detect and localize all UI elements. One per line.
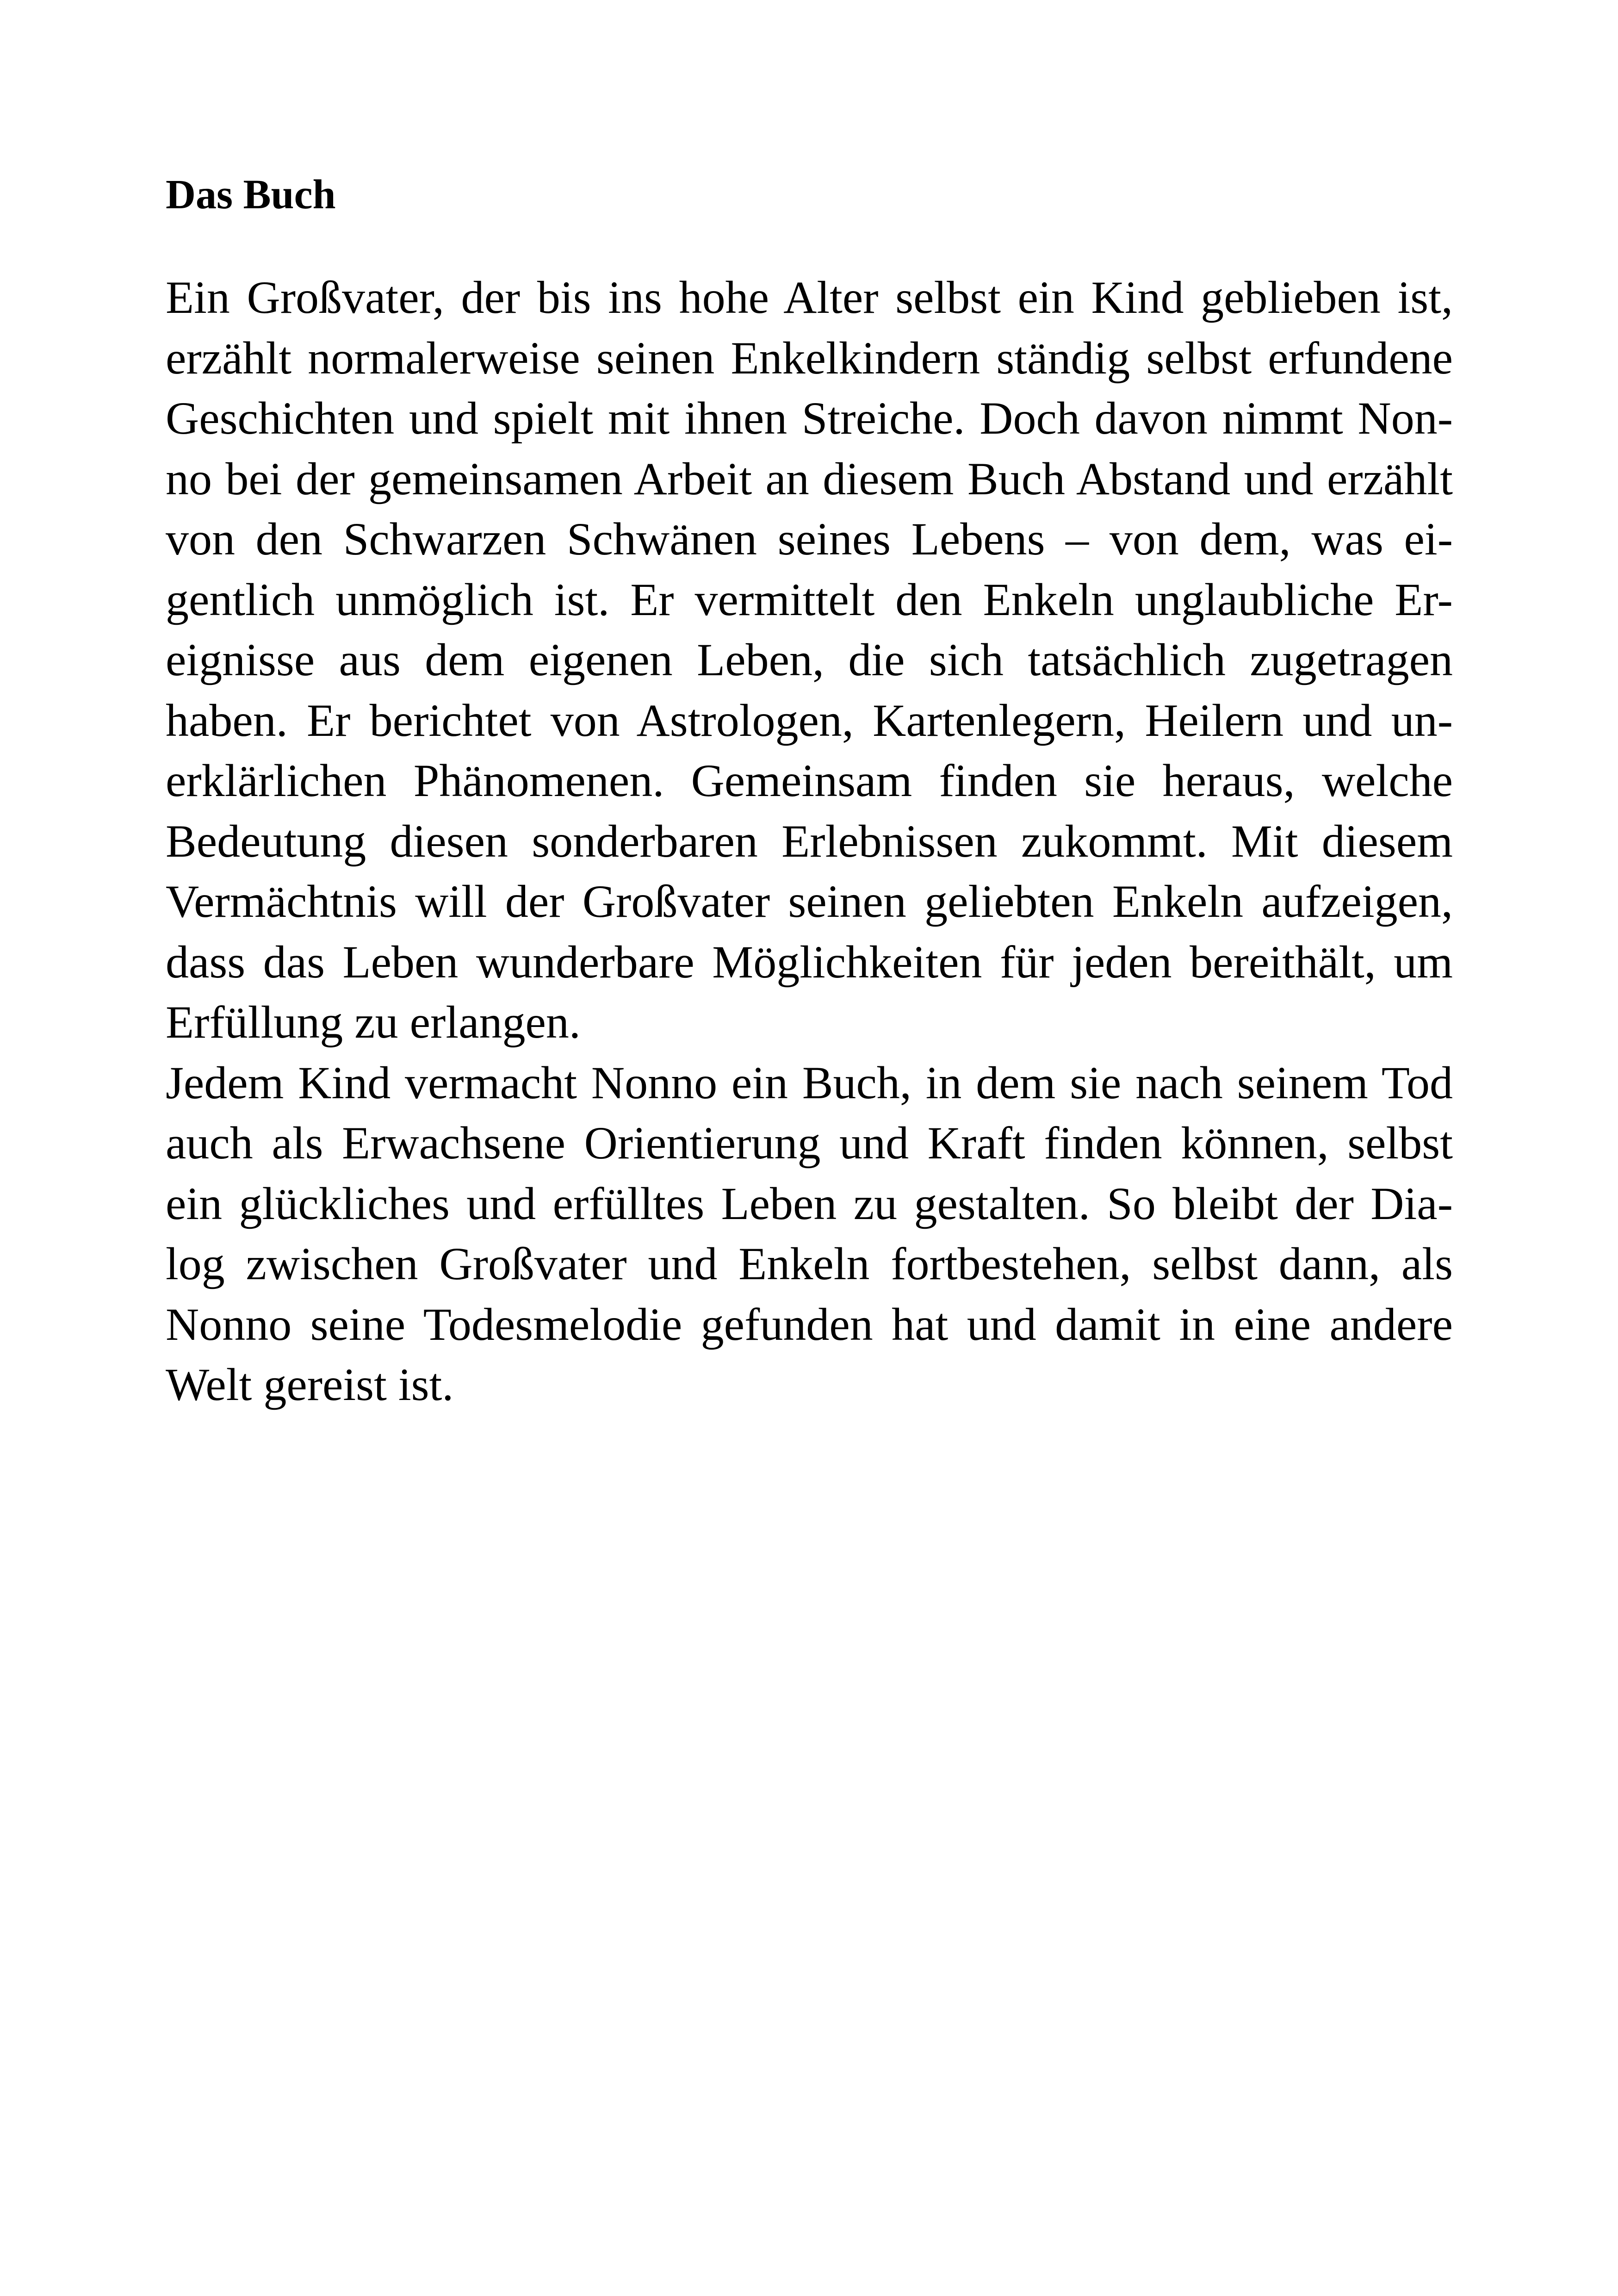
text-line: Welt gereist ist.: [166, 1359, 454, 1410]
text-line: erklärlichen Phänomenen. Gemeinsam finden sie heraus, welche: [166, 755, 1453, 806]
text-line: auch als Erwachsene Orientierung und Kraft finden können, selbst: [166, 1117, 1453, 1169]
text-line: gentlich unmöglich ist. Er vermittelt den Enkeln unglaubliche Er-: [166, 573, 1453, 625]
text-line: ein glückliches und erfülltes Leben zu gestalten. So bleibt der Dia-: [166, 1177, 1453, 1229]
text-line: no bei der gemeinsamen Arbeit an diesem Buch Abstand und erzählt: [166, 453, 1453, 504]
text-line: Vermächtnis will der Großvater seinen geliebten Enkeln aufzeigen,: [166, 876, 1453, 927]
page-heading: Das Buch: [166, 172, 336, 218]
text-line: Ein Großvater, der bis ins hohe Alter selbst ein Kind geblieben ist,: [166, 272, 1453, 323]
text-line: Nonno seine Todesmelodie gefunden hat und damit in eine andere: [166, 1298, 1453, 1350]
text-line: erzählt normalerweise seinen Enkelkindern ständig selbst erfundene: [166, 332, 1453, 384]
text-line: dass das Leben wunderbare Möglichkeiten für jeden bereithält, um: [166, 936, 1453, 988]
text-line: Erfüllung zu erlangen.: [166, 996, 581, 1048]
text-line: eignisse aus dem eigenen Leben, die sich tatsächlich zugetragen: [166, 634, 1453, 685]
text-line: Bedeutung diesen sonderbaren Erlebnissen zukommt. Mit diesem: [166, 815, 1453, 867]
text-line: von den Schwarzen Schwänen seines Lebens – von dem, was ei-: [166, 513, 1453, 565]
text-line: haben. Er berichtet von Astrologen, Kartenlegern, Heilern und un-: [166, 694, 1453, 746]
text-line: log zwischen Großvater und Enkeln fortbestehen, selbst dann, als: [166, 1238, 1453, 1289]
body-text: [166, 268, 1453, 1415]
text-line: Geschichten und spielt mit ihnen Streiche. Doch davon nimmt Non-: [166, 392, 1453, 444]
text-line: Jedem Kind vermacht Nonno ein Buch, in dem sie nach seinem Tod: [166, 1057, 1453, 1108]
